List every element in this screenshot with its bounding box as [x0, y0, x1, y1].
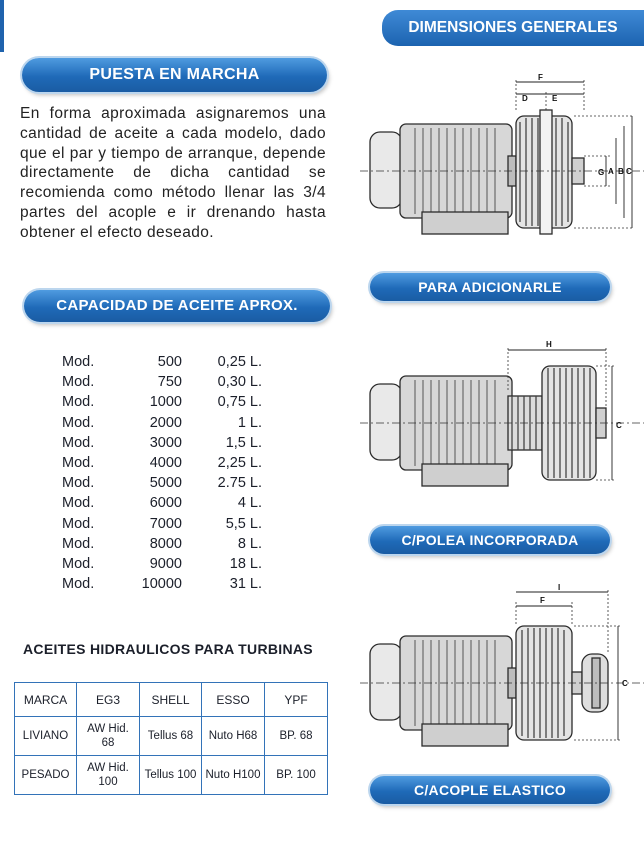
row-volume: 31 L.: [229, 576, 262, 593]
row-model: 500: [157, 354, 182, 371]
capacity-row: [62, 352, 262, 372]
row-volume: 0,30 L.: [217, 374, 262, 391]
oils-cell: PESADO: [15, 756, 77, 795]
oils-row: [15, 756, 328, 795]
caption-para-adicionarle: PARA ADICIONARLE: [370, 273, 610, 301]
capacity-row: [62, 453, 262, 473]
capacity-row: [62, 433, 262, 453]
capacity-row: [62, 534, 262, 554]
dim-label: G: [598, 168, 605, 177]
dim-label: I: [558, 583, 561, 592]
oils-cell: Tellus 100: [140, 756, 202, 795]
oils-header-cell: ESSO: [202, 683, 265, 717]
row-model: 7000: [149, 515, 182, 532]
row-model: 9000: [149, 555, 182, 572]
capacity-row: [62, 413, 262, 433]
diagram-acople-elastico: [360, 582, 644, 772]
oils-header-cell: YPF: [265, 683, 328, 717]
diagram-para-adicionarle: [360, 72, 644, 262]
capacity-row: [62, 493, 262, 513]
left-edge-accent: [0, 0, 4, 52]
row-model: 1000: [149, 394, 182, 411]
row-volume: 1,5 L.: [225, 434, 262, 451]
dim-label: D: [522, 94, 528, 103]
row-label: Mod.: [62, 555, 95, 572]
dim-label: C: [626, 167, 632, 176]
row-volume: 0,75 L.: [217, 394, 262, 411]
row-volume: 5,5 L.: [225, 515, 262, 532]
capacity-row: [62, 473, 262, 493]
row-model: 10000: [141, 576, 182, 593]
caption-acople-elastico: C/ACOPLE ELASTICO: [370, 776, 610, 804]
row-model: 750: [157, 374, 182, 391]
row-label: Mod.: [62, 434, 95, 451]
dim-label: A: [608, 167, 614, 176]
row-label: Mod.: [62, 515, 95, 532]
capacity-row: [62, 574, 262, 594]
row-label: Mod.: [62, 495, 95, 512]
dim-label: F: [538, 73, 543, 82]
oils-cell: Nuto H100: [202, 756, 265, 795]
oils-cell: BP. 68: [265, 717, 328, 756]
dim-label: H: [546, 340, 552, 349]
dim-label: C: [622, 679, 628, 688]
row-label: Mod.: [62, 455, 95, 472]
capacity-row: [62, 392, 262, 412]
capacity-row: [62, 554, 262, 574]
row-label: Mod.: [62, 414, 95, 431]
startup-title: PUESTA EN MARCHA: [22, 58, 327, 92]
oils-row: [15, 717, 328, 756]
capacity-table: [62, 352, 262, 594]
oils-header-cell: EG3: [77, 683, 140, 717]
oils-cell: LIVIANO: [15, 717, 77, 756]
oils-title: ACEITES HIDRAULICOS PARA TURBINAS: [23, 641, 313, 657]
row-model: 2000: [149, 414, 182, 431]
row-model: 8000: [149, 535, 182, 552]
dim-label: C: [616, 421, 622, 430]
diagram-polea-incorporada: [360, 336, 644, 516]
oils-cell: AW Hid. 100: [77, 756, 140, 795]
oils-header-cell: MARCA: [15, 683, 77, 717]
caption-polea-incorporada: C/POLEA INCORPORADA: [370, 526, 610, 554]
oils-header-row: [15, 683, 328, 717]
row-volume: 1 L.: [237, 414, 262, 431]
row-model: 4000: [149, 455, 182, 472]
row-label: Mod.: [62, 535, 95, 552]
row-volume: 2.75 L.: [217, 475, 262, 492]
oils-cell: Nuto H68: [202, 717, 265, 756]
row-label: Mod.: [62, 475, 95, 492]
row-model: 3000: [149, 434, 182, 451]
row-volume: 0,25 L.: [217, 354, 262, 371]
oils-header-cell: SHELL: [140, 683, 202, 717]
row-label: Mod.: [62, 374, 95, 391]
capacity-row: [62, 514, 262, 534]
row-volume: 2,25 L.: [217, 455, 262, 472]
row-model: 6000: [149, 495, 182, 512]
oils-cell: Tellus 68: [140, 717, 202, 756]
capacity-row: [62, 372, 262, 392]
row-volume: 18 L.: [229, 555, 262, 572]
dim-label: F: [540, 596, 545, 605]
oils-table: [14, 682, 328, 795]
header-title: DIMENSIONES GENERALES: [382, 10, 644, 46]
row-volume: 8 L.: [237, 535, 262, 552]
dim-label: E: [552, 94, 558, 103]
capacity-title: CAPACIDAD DE ACEITE APROX.: [24, 290, 330, 322]
row-model: 5000: [149, 475, 182, 492]
dim-label: B: [618, 167, 624, 176]
oils-cell: AW Hid. 68: [77, 717, 140, 756]
row-label: Mod.: [62, 354, 95, 371]
startup-text: En forma aproximada asignaremos una cantidad de aceite a cada modelo, dado que el par y tiempo de arranque, depende directamente de dicha cantidad se recomienda como método llenar las 3/4 partes del acople e ir drenando hasta obtener el efecto deseado.: [20, 105, 326, 241]
row-label: Mod.: [62, 394, 95, 411]
row-volume: 4 L.: [237, 495, 262, 512]
row-label: Mod.: [62, 576, 95, 593]
oils-cell: BP. 100: [265, 756, 328, 795]
